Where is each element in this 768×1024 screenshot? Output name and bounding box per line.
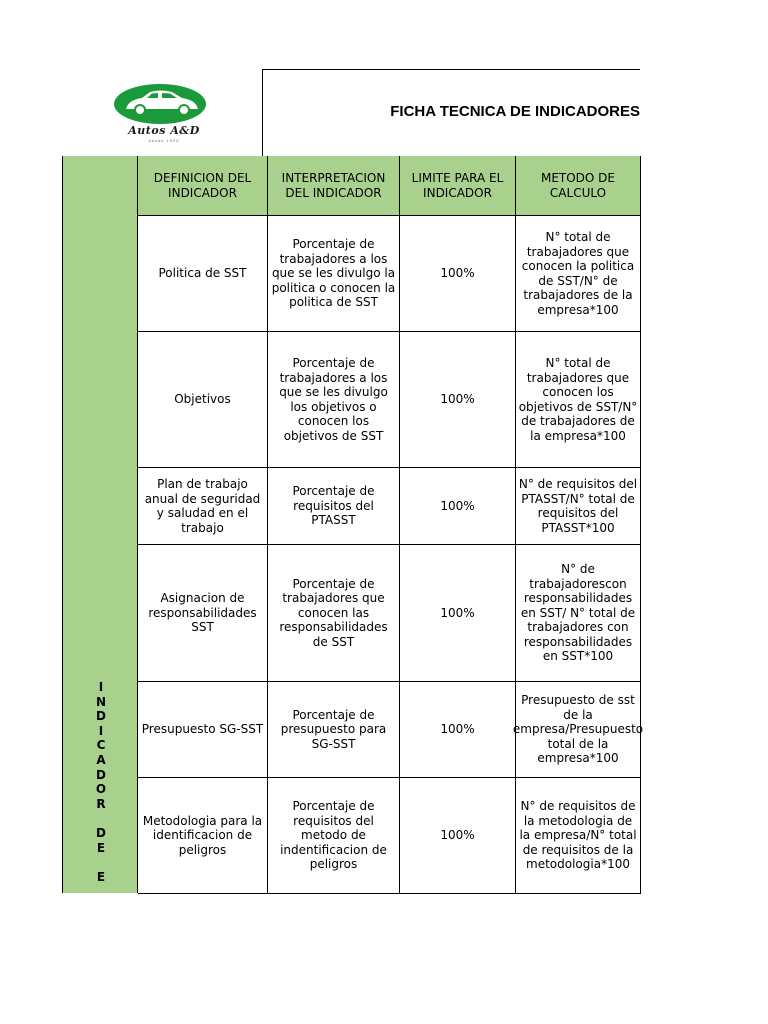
row-1-definicion: Politica de SST xyxy=(138,216,268,332)
row-5-interpretacion: Porcentaje de presupuesto para SG-SST xyxy=(268,682,400,778)
car-logo-icon xyxy=(112,82,212,128)
header-metodo: METODO DE CALCULO xyxy=(516,156,641,216)
row-3-metodo: N° de requisitos del PTASST/N° total de requisitos del PTASST*100 xyxy=(516,468,641,545)
page-title: FICHA TECNICA DE INDICADORES xyxy=(390,103,640,120)
header-interpretacion: INTERPRETACION DEL INDICADOR xyxy=(268,156,400,216)
row-3-definicion: Plan de trabajo anual de seguridad y saludad en el trabajo xyxy=(138,468,268,545)
row-6-interpretacion: Porcentaje de requisitos del metodo de indentificacion de peligros xyxy=(268,778,400,894)
row-2-definicion: Objetivos xyxy=(138,332,268,468)
row-2-limite: 100% xyxy=(400,332,516,468)
logo-subtitle: desde 1990 xyxy=(148,138,180,143)
header-definicion: DEFINICION DEL INDICADOR xyxy=(138,156,268,216)
row-4-metodo: N° de trabajadorescon responsabilidades en SST/ N° total de trabajadores con responsabilidades en SST*100 xyxy=(516,545,641,682)
side-label-column xyxy=(62,215,138,893)
row-2-metodo: N° total de trabajadores que conocen los objetivos de SST/N° de trabajadores de la empresa*100 xyxy=(516,332,641,468)
company-logo xyxy=(62,70,268,156)
row-4-interpretacion: Porcentaje de trabajadores que conocen las responsabilidades de SST xyxy=(268,545,400,682)
header-limite: LIMITE PARA EL INDICADOR xyxy=(400,156,516,216)
row-4-limite: 100% xyxy=(400,545,516,682)
side-label-text: I N D I C A D O R D E E xyxy=(95,680,107,884)
row-6-definicion: Metodologia para la identificacion de peligros xyxy=(138,778,268,894)
row-1-metodo: N° total de trabajadores que conocen la politica de SST/N° de trabajadores de la empresa*100 xyxy=(516,216,641,332)
header-empty-cell xyxy=(62,156,138,216)
row-5-metodo: Presupuesto de sst de la empresa/Presupuesto total de la empresa*100 xyxy=(516,682,641,778)
row-3-limite: 100% xyxy=(400,468,516,545)
logo-brand-text: Autos A&D xyxy=(128,124,200,137)
row-3-interpretacion: Porcentaje de requisitos del PTASST xyxy=(268,468,400,545)
title-left-border xyxy=(262,69,263,156)
row-2-interpretacion: Porcentaje de trabajadores a los que se les divulgo los objetivos o conocen los objetivos de SST xyxy=(268,332,400,468)
row-5-limite: 100% xyxy=(400,682,516,778)
row-4-definicion: Asignacion de responsabilidades SST xyxy=(138,545,268,682)
row-5-definicion: Presupuesto SG-SST xyxy=(138,682,268,778)
row-6-limite: 100% xyxy=(400,778,516,894)
row-1-interpretacion: Porcentaje de trabajadores a los que se les divulgo la politica o conocen la politica de SST xyxy=(268,216,400,332)
title-top-border xyxy=(262,69,640,70)
row-1-limite: 100% xyxy=(400,216,516,332)
row-6-metodo: N° de requisitos de la metodologia de la empresa/N° total de requisitos de la metodologia*100 xyxy=(516,778,641,894)
